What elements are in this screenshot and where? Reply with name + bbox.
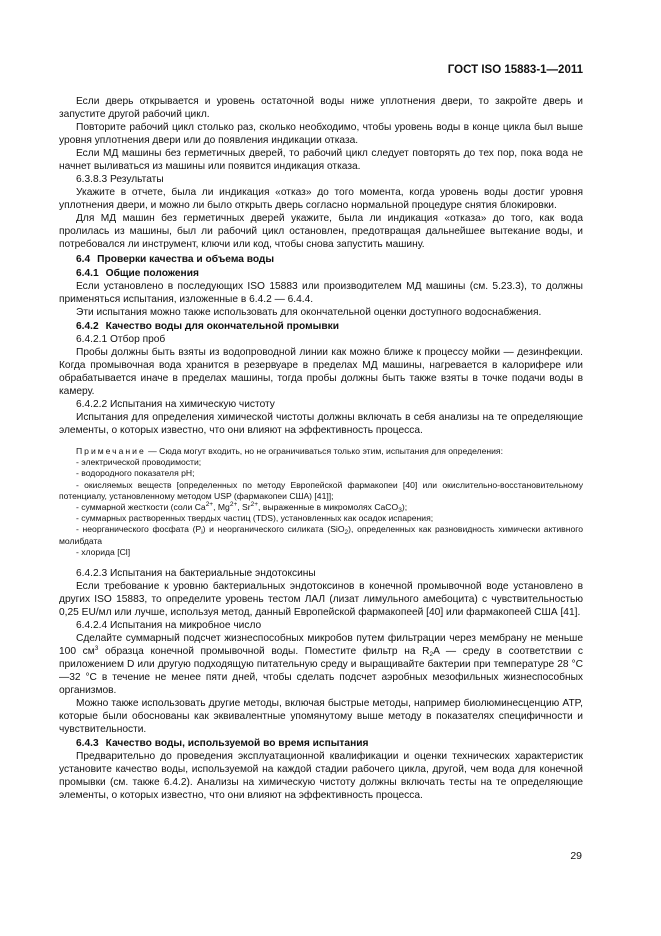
section-heading [76,737,583,750]
paragraph: Если требование к уровню бактериальных эндотоксинов в конечной промывочной воде установлено в других ISO 15883, то определите уровень тестом ЛАЛ (лизат лимульного амебоцита) с чувствительностью 0,25 EU/мл или лучше, используя метод, данный Европейской фармакопеей [40] или фармакопеей США [41]. [59,581,583,619]
note-item: - окисляемых веществ [определенных по методу Европейской фармакопеи [40] или окислительно-восстановительному потенциалу, установленному методом USP (фармакопеи США) [41]]; [59,479,583,501]
subsection-heading: 6.4.2.4 Испытания на микробное число [76,620,262,632]
note-label: Примечание [76,446,146,456]
subsection-heading: 6.4.2.1 Отбор проб [76,334,166,345]
document-body [59,95,583,802]
paragraph: Предварительно до проведения эксплуатационной квалификации и оценки технических характеристик установите качество воды, используемой на каждой стадии рабочего цикла, другой, чем вода для конечной промывки (см. также 6.4.2). Анализы на химическую чистоту должны включать тесты на те определяющие элементы, о которых известно, что они влияют на эффективность процесса. [59,751,583,802]
section-number: 6.4.1 [76,268,99,279]
subsection-heading: 6.4.2.2 Испытания на химическую чистоту [76,399,275,410]
section-number: 6.4 [76,254,91,265]
section-title: Общие положения [105,268,199,279]
paragraph: Если дверь открывается и уровень остаточной воды ниже уплотнения двери, то закройте дверь и запустите другой рабочий цикл. [59,96,583,120]
note-item: - неорганического фосфата $(P_i)$ и неорганического силиката (SiO$_2$), определенных как разновидность химически активного молибдата [59,524,583,546]
paragraph: Испытания для определения химической чистоты должны включать в себя анализы на те определяющие элементы, о которых известно, что они влияют на эффективность процесса. [59,412,583,436]
subsection-heading: 6.3.8.3 Результаты [76,174,164,185]
paragraph: Повторите рабочий цикл столько раз, сколько необходимо, чтобы уровень воды в конце цикла был выше уровня уплотнения двери или до появления индикации отказа. [59,122,583,146]
note-item: - суммарных растворенных твердых частиц (TDS), установленных как осадок испарения; [76,513,434,524]
section-heading [76,253,583,266]
section-heading [76,320,583,333]
note-item: - электрической проводимости; [76,457,202,468]
page-number: 29 [570,850,582,862]
section-title: Качество воды, используемой во время испытания [105,738,369,750]
note-item: - водородного показателя pH; [76,468,195,479]
note-intro: Примечание — Сюда могут входить, но не ограничиваться только этим, испытания для определения: [76,446,503,456]
paragraph: Пробы должны быть взяты из водопроводной линии как можно ближе к процессу мойки — дезинфекции. Когда промывочная вода хранится в резервуаре в пределах МД машины, нагревается в калорифере или обрабатывается иначе в пределах машины, тогда пробы должны быть также взяты в точке подачи воды в камеру. [59,347,583,397]
section-number: 6.4.2 [76,321,99,332]
paragraph: Если МД машины без герметичных дверей, то рабочий цикл следует повторять до тех пор, пока вода не начнет выливаться из машины или появится индикация отказа. [59,148,583,172]
paragraph: Если установлено в последующих ISO 15883 или производителем МД машины (см. 5.23.3), то должны применяться испытания, изложенные в 6.4.2 — 6.4.4. [59,281,583,305]
paragraph: Укажите в отчете, была ли индикация «отказ» до того момента, когда уровень воды достиг уровня уплотнения двери, и можно ли было открыть дверь согласно нормальной процедуре снятия блокировки. [59,187,583,211]
paragraph: Можно также использовать другие методы, включая быстрые методы, например биолюминесценцию ATP, которые были обоснованы как эквивалентные упомянутому выше методу в показателях специфичности и чувствительности. [59,698,583,736]
section-title: Проверки качества и объема воды [97,254,275,265]
paragraph: Сделайте суммарный подсчет жизнеспособных микробов путем фильтрации через мембрану не меньше 100 $см^3$ образца конечной промывочной воды. Поместите фильтр на $R_2A$ — среду в соответствии с приложением D или другую подходящую питательную среду и выращивайте бактерии при температуре 28 °C—32 °C в течение не менее пяти дней, чтобы сделать подсчет аэробных мезофильных жизнеспособных организмов. [59,633,584,697]
paragraph: Эти испытания можно также использовать для окончательной оценки доступного водоснабжения. [76,307,542,318]
section-number: 6.4.3 [76,738,99,750]
document-header: ГОСТ ISO 15883-1—2011 [447,64,583,76]
section-heading [76,267,583,280]
subsection-heading: 6.4.2.3 Испытания на бактериальные эндотоксины [76,568,316,580]
note-item: - хлорида [Cl] [76,546,131,557]
paragraph: Для МД машин без герметичных дверей укажите, была ли индикация «отказа» до того, как вода пролилась из машины, был ли рабочий цикл остановлен, предотвращая дальнейшее вытекание воды, и потребовался ли инструмент, ключи или код, чтобы снова запустить машину. [59,213,583,250]
note-block [59,446,583,558]
note-item: - суммарной жесткости (соли $Ca^{2+}$, $Mg^{2+}$, $Sr^{2+}$, выраженные в микромолях CaCO$_3$); [76,501,408,515]
section-title: Качество воды для окончательной промывки [105,321,339,332]
